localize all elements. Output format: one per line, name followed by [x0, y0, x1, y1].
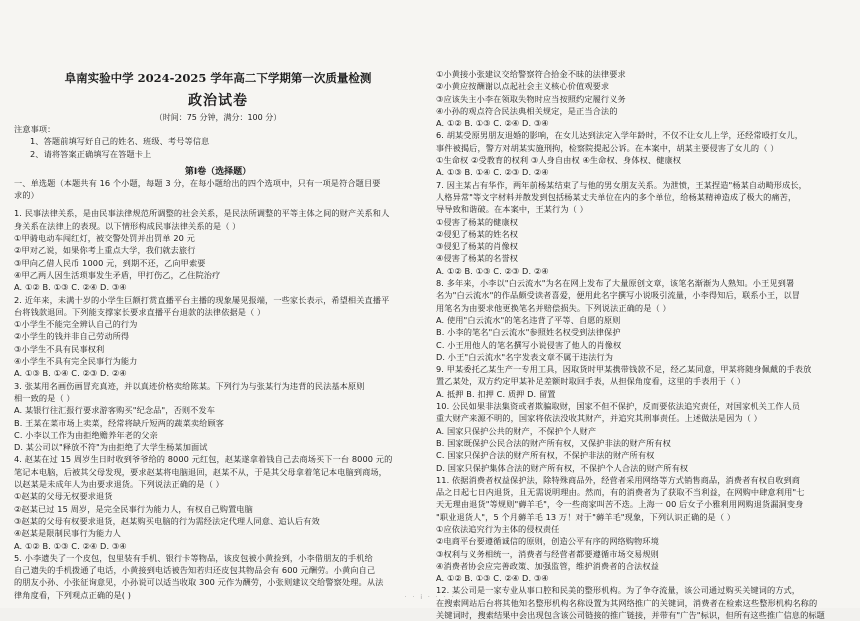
- question-line: 律角度看，下列观点正确的是( ): [14, 589, 132, 600]
- question-line: D. 某公司以"释放不符"为由拒绝了大学生杨某加面试: [14, 442, 208, 453]
- question-line: A. 使用"白云流水"的笔名违背了平等、自愿的原则: [436, 314, 621, 325]
- section-title: 第Ⅰ卷（选择题）: [184, 166, 252, 177]
- subject-title: 政治试卷: [188, 93, 248, 109]
- question-line: ③赵某的父母有权要求退货，赵某购买电脑的行为需经法定代理人同意、追认后有效: [14, 515, 320, 526]
- note-line: 1、答题前填写好自己的姓名、班级、考号等信息: [30, 136, 210, 147]
- question-line: A. 抵押 B. 扣押 C. 质押 D. 留置: [436, 388, 556, 399]
- question-line: ④甲乙两人因生活琐事发生矛盾，甲打伤乙，乙住院治疗: [14, 269, 221, 280]
- question-line: A. ①③ B. ①④ C. ②③ D. ②④: [14, 368, 127, 379]
- question-line: A. 国家只保护公共的财产，不保护个人财产: [436, 425, 597, 436]
- question-line: 12. 某公司是一家专业从事口腔和民美的整形机构。为了争夺流量，该公司通过购买关键词的方式，: [436, 585, 801, 596]
- question-line: 求的）: [14, 190, 39, 201]
- question-line: ④消费者协会应完善政策、加强监管，维护消费者的合法权益: [436, 560, 659, 571]
- question-line: ①小黄接小张建议交给警察符合拾金不昧的法律要求: [436, 69, 626, 79]
- question-line: A. ①② B. ①③ C. ②④ D. ③④: [14, 540, 127, 551]
- question-line: ①小学生不能完全辨认自己的行为: [14, 319, 138, 330]
- question-line: 相一致的是（ ）: [14, 392, 75, 403]
- question-line: ③应该失主小李在领取失物时应当按照约定履行义务: [436, 93, 626, 104]
- question-line: 6. 胡某受原男朋友退婚的影响，在女儿达到法定入学年龄时，不仅不让女儿上学，还经常殴打女儿，: [436, 130, 804, 141]
- question-line: 10. 公民如果非法集资或者欺骗取财，国家不但不保护，反而要依法追究责任，对国家机关工作人员: [436, 401, 801, 412]
- left-question-text: [14, 177, 422, 601]
- school-title: 阜南实验中学 2024-2025 学年高二下学期第一次质量检测: [64, 71, 372, 85]
- question-line: 品之日起七日内退货，且无需说明理由。然而，有的消费者为了获取不当利益，在网购中肆意利用"七: [436, 487, 805, 498]
- right-question-text: [436, 68, 852, 621]
- question-line: 置乙某处，双方约定甲某补足差额时取回手表，从担保角度看，这里的手表用于（ ）: [436, 376, 746, 387]
- question-line: A. ①② B. ①③ C. ②④ D. ③④: [436, 573, 549, 584]
- question-line: 一、单选题（本题共有 16 个小题，每题 3 分，在每小题给出的四个选项中，只有一项是符合题目要: [14, 177, 381, 188]
- question-line: ④小学生不具有完全民事行为能力: [14, 356, 138, 367]
- question-line: 笔记本电脑，后被其父母发现，要求赵某将电脑退回，赵某不从，于是其父母拿着笔记本电脑到商场，: [14, 466, 387, 477]
- note-line: 2、请将答案正确填写在答题卡上: [30, 148, 152, 159]
- question-line: 在搜索网站后台将其他知名整形机构名称设置为其网络推广的关键词，消费者在检索这些整形机构名称的: [436, 597, 818, 608]
- question-line: ①应依法追究行为主体的侵权责任: [436, 523, 560, 534]
- question-line: ①侵害了杨某的健康权: [436, 216, 519, 227]
- question-line: ③侵犯了杨某的肖像权: [436, 241, 519, 252]
- right-column: [436, 0, 852, 621]
- question-line: 11. 依据消费者权益保护法，除特殊商品外，经营者采用网络等方式销售商品，消费者有权自收到商: [436, 474, 801, 485]
- question-line: 用笔名为由要求他更换笔名并赔偿损失。下列说法正确的是（ ）: [436, 302, 671, 313]
- question-line: C. 小李以工作为由拒绝赡养年老的父亲: [14, 429, 158, 440]
- question-line: B. 小李的笔名"白云流水"参照姓名权受到法律保护: [436, 327, 621, 338]
- question-line: 身关系在法律上的表现。以下情形构成民事法律关系的是（ ）: [14, 220, 241, 231]
- question-line: 2. 近年来，未满十岁的小学生巨额打赏直播平台主播的现象屡见报端，一些家长表示，希望相关直播平: [14, 294, 390, 305]
- question-line: ①赵某的父母无权要求退货: [14, 491, 113, 502]
- question-line: 人格异常"等文字材料并散发到包括杨某丈夫单位在内的多个单位，给杨某精神造成了极大的痛苦，: [436, 191, 797, 202]
- question-line: B. 王某在菜市场上卖菜，经常将缺斤短两的蔬菜卖给顾客: [14, 417, 225, 428]
- question-line: 5. 小李遗失了一个皮包，包里装有手机、银行卡等物品，该皮包被小黄捡到，小李借朋友的手机给: [14, 552, 373, 563]
- question-line: 关键词时，搜索结果中会出现包含该公司链接的推广链接，并带有"广告"标识，但所有这些推广信息的标题: [436, 610, 825, 621]
- question-line: ③权利与义务相统一，消费者与经营者都要遵循市场交易规则: [436, 548, 659, 559]
- question-line: ④小孙的观点符合民法典相关规定，是正当合法的: [436, 105, 618, 116]
- question-line: A. 某银行往汇报行要求游客购买"纪念品"，否则不发车: [14, 405, 216, 416]
- question-line: ①生命权 ②受教育的权利 ③人身自由权 ④生命权、身体权、健康权: [436, 155, 682, 166]
- question-line: ②小黄应按酬谢以点起社会主义核心价值观要求: [436, 81, 610, 92]
- question-line: 4. 赵某在过 15 周岁生日时收到爷爷给的 8000 元红包，赵某遂拿着钱自己去商场买下一台 8000 元的: [14, 454, 393, 465]
- question-line: A. ①③ B. ①④ C. ②③ D. ②④: [436, 167, 549, 178]
- question-line: ②侵犯了杨某的姓名权: [436, 228, 519, 239]
- question-line: C. 小王用他人的笔名撰写小说侵害了他人的肖像权: [436, 339, 622, 350]
- question-line: 名为"白云流水"的作品颇受读者喜爱，便用此名字撰写小说吸引流量，小李得知后，联系小王，以冒: [436, 290, 801, 301]
- question-line: ②赵某已过 15 周岁，是完全民事行为能力人，有权自己购置电脑: [14, 503, 253, 514]
- question-line: 7. 因主某占有华作，两年前杨某结束了与他的男女朋友关系。为泄愤，王某捏造"杨某自动畸形成长，: [436, 179, 807, 190]
- question-line: B. 国家既保护公民合法的财产所有权，又保护非法的财产所有权: [436, 437, 671, 448]
- question-line: A. ①② B. ①③ C. ②④ D. ③④: [14, 282, 127, 293]
- question-line: 自己遗失的手机拨通了电话，小黄接到电话被告知若归还皮包其物品会有 600 元酬劳。小黄向自己: [14, 565, 376, 576]
- note-line: 注意事项：: [14, 124, 56, 134]
- page-footer: · · i · · · ·: [404, 594, 456, 601]
- question-line: 9. 甲某委托乙某生产一专用工具，因取货时甲某携带钱款不足，经乙某同意，甲某将随身佩戴的手表放: [436, 364, 812, 375]
- question-line: ②甲对乙说，如果你考上重点大学，我们就去旅行: [14, 245, 196, 256]
- question-line: 重大财产来源不明的，国家将依法没收其财产，并追究其刑事责任。上述做法是因为（ ）: [436, 413, 762, 424]
- question-line: 导导致和谐破。在本案中，王某行为（ ）: [436, 204, 588, 215]
- question-line: "职业退货人"，5 个月薅羊毛 13 万！对于"薅羊毛"现象，下列认识正确的是（ ）: [436, 511, 736, 522]
- question-line: ②小学生的钱并非自己劳动所得: [14, 331, 130, 342]
- question-line: 3. 张某用名画伤画冒充真迹，并以真迹价格卖给陈某。下列行为与张某行为违背的民法基本原则: [14, 380, 365, 391]
- question-line: A. ①② B. ①③ C. ②③ D. ②④: [436, 265, 549, 276]
- question-line: 台将钱款退回。下列能支撑家长要求直播平台退款的法律依据是（ ）: [14, 306, 266, 317]
- question-line: 8. 多年来，小李以"白云流水"为名在网上发布了大量原创文章，该笔名渐渐为人熟知。小王见到署: [436, 278, 795, 289]
- question-line: D. 小王"白云流水"名字发表文章不属于违法行为: [436, 351, 614, 362]
- question-line: 1. 民事法律关系，是由民事法律规范所调整的社会关系，是民法所调整的平等主体之间的财产关系和人: [14, 208, 390, 219]
- question-line: ②电商平台要遵循诚信的原则，创造公平有序的网络购物环境: [436, 536, 659, 547]
- notes-block: [14, 123, 422, 160]
- left-column: [14, 0, 422, 601]
- question-line: 以赵某是未成年人为由要求退货。下列说法正确的是（ ）: [14, 479, 224, 490]
- question-line: C. 国家只保护合法的财产所有权，不保护非法的财产所有权: [436, 450, 655, 461]
- question-line: ③甲向乙借人民币 1000 元，到期不还，乙向甲索要: [14, 257, 206, 268]
- question-line: 天无理由退货"等规则"薅羊毛"，令一些商家叫苦不迭。上海一 00 后女子小雅利用网购退货漏洞变身: [436, 499, 804, 510]
- question-line: ③小学生不具有民事权利: [14, 343, 105, 354]
- question-line: A. ①② B. ①③ C. ②④ D. ③④: [436, 118, 549, 129]
- question-line: ④赵某是限制民事行为能力人: [14, 528, 121, 539]
- exam-info: （时间：75 分钟，满分：100 分）: [154, 113, 282, 122]
- question-line: 的朋友小孙、小张征询意见，小孙说可以适当收取 300 元作为酬劳，小张则建议交给警察处理。从法: [14, 577, 384, 588]
- question-line: ④侵害了杨某的名誉权: [436, 253, 519, 264]
- question-line: 事件被揭后，警方对胡某实施刑拘，检察院提起公诉。在本案中，胡某主要侵害了女儿的（ ）: [436, 142, 779, 153]
- question-line: ①甲骑电动车闯红灯，被交警处罚并出罚单 20 元: [14, 233, 195, 244]
- question-line: D. 国家只保护集体合法的财产所有权，不保护个人合法的财产所有权: [436, 462, 689, 473]
